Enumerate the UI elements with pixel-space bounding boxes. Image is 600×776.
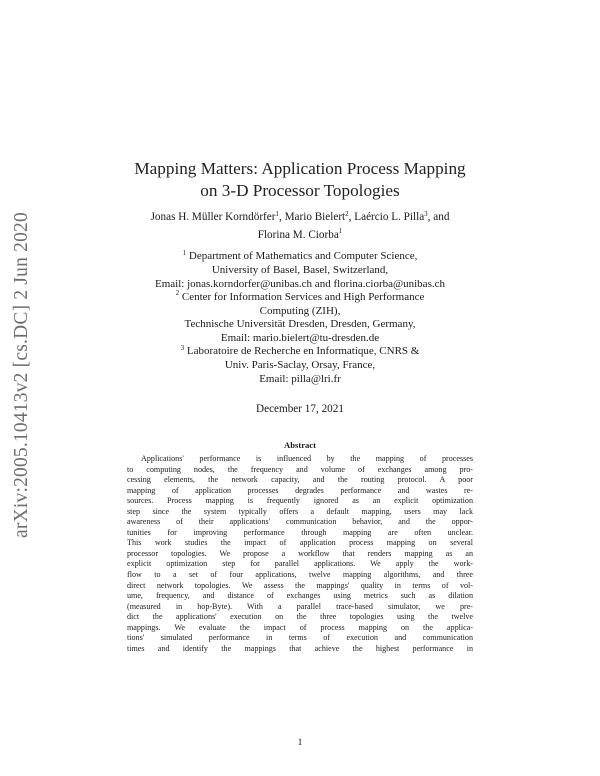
abstract-line: times and identify the mappings that achieve the highest performance in <box>127 643 473 653</box>
abstract-line: sources. Process mapping is frequently ignored as an explicit optimization <box>127 496 473 506</box>
author-name: Florina M. Ciorba <box>257 228 339 241</box>
abstract-line: This work studies the impact of application process mapping on several <box>127 538 473 548</box>
abstract-line: step since the system typically offers a default mapping, users may lack <box>127 506 473 516</box>
author-name: Laércio L. Pilla <box>354 211 425 223</box>
arxiv-identifier-stamp <box>6 210 38 540</box>
abstract-line: mapping of application processes degrades performance and wastes re- <box>127 485 473 495</box>
publication-date: December 17, 2021 <box>256 403 344 415</box>
affiliation-line <box>100 250 500 264</box>
affiliation-line <box>100 291 500 305</box>
abstract-line: Applications' performance is influenced by the mapping of processes <box>141 454 473 463</box>
abstract-line: awareness of their applications' communication behavior, and the oppor- <box>127 517 473 527</box>
abstract-line: to computing nodes, the frequency and volume of exchanges among pro- <box>127 464 473 474</box>
author-separator: , <box>348 211 355 223</box>
abstract-line: tions' simulated performance in terms of execution and communication <box>127 633 473 643</box>
affiliation-line: Univ. Paris-Saclay, Orsay, France, <box>224 359 376 372</box>
abstract-line: dict the applications' execution on the three topologies using the twelve <box>127 612 473 622</box>
affiliation-email-line: Email: jonas.korndorfer@unibas.ch and florina.ciorba@unibas.ch <box>155 277 445 290</box>
affiliation-mark: 2 <box>175 289 180 298</box>
abstract-line: (measured in hop-Byte). With a parallel trace-based simulator, we pre- <box>127 601 473 611</box>
abstract-line: cessing elements, the network capacity, and the routing protocol. A poor <box>127 475 473 485</box>
arxiv-identifier-text: arXiv:2005.10413v2 [cs.DC] 2 Jun 2020 <box>11 212 32 538</box>
author-list <box>105 209 495 244</box>
abstract-line: direct network topologies. We assess the mappings' quality in terms of vol- <box>127 580 473 590</box>
affiliation-line <box>100 345 500 359</box>
abstract-line: flow to a set of four applications, twelve mapping algorithms, and three <box>127 570 473 580</box>
affiliation-email-line: Email: pilla@lri.fr <box>259 372 341 385</box>
affiliation-mark: 3 <box>180 343 185 352</box>
abstract-line: ume, frequency, and distance of exchanges using metrics such as dilation <box>127 591 473 601</box>
affiliation-text: Laboratoire de Recherche en Informatique, CNRS & <box>186 345 420 358</box>
paper-title <box>100 158 500 202</box>
title-line: Mapping Matters: Application Process Mapping <box>134 159 466 178</box>
abstract-line: explicit optimization step for parallel applications. We apply the work- <box>127 559 473 569</box>
affiliation-mark: 2 <box>345 209 349 218</box>
author-name: Jonas H. Müller Korndörfer <box>150 211 276 223</box>
abstract-heading: Abstract <box>284 440 316 450</box>
affiliation-line: University of Basel, Basel, Switzerland, <box>211 264 389 277</box>
affiliation-text: Department of Mathematics and Computer Science, <box>188 250 418 262</box>
affiliation-mark: 1 <box>338 227 343 235</box>
abstract-body <box>127 454 473 654</box>
affiliation-mark: 1 <box>182 248 187 257</box>
affiliation-text: Center for Information Services and High Performance <box>181 290 425 303</box>
abstract-line: processor topologies. We propose a workflow that renders mapping as an <box>127 548 473 558</box>
author-line <box>105 227 495 245</box>
author-line <box>105 209 495 227</box>
affiliation-email-line: Email: mario.bielert@tu-dresden.de <box>220 331 380 344</box>
title-line: on 3-D Processor Topologies <box>200 181 400 200</box>
affiliation-line: Computing (ZIH), <box>259 305 341 318</box>
affiliation-mark: 1 <box>275 209 279 218</box>
abstract-line: tunities for improving performance through mapping are often unclear. <box>127 527 473 537</box>
abstract-line: mappings. We evaluate the impact of process mapping on the applica- <box>127 622 473 632</box>
author-separator: , and <box>427 211 450 223</box>
page-number: 1 <box>297 738 303 748</box>
author-name: Mario Bielert <box>284 211 346 223</box>
affiliation-mark: 3 <box>424 209 428 218</box>
author-separator: , <box>278 211 285 223</box>
affiliation-line: Technische Universität Dresden, Dresden, Germany, <box>184 318 416 331</box>
affiliation-block <box>100 250 500 386</box>
